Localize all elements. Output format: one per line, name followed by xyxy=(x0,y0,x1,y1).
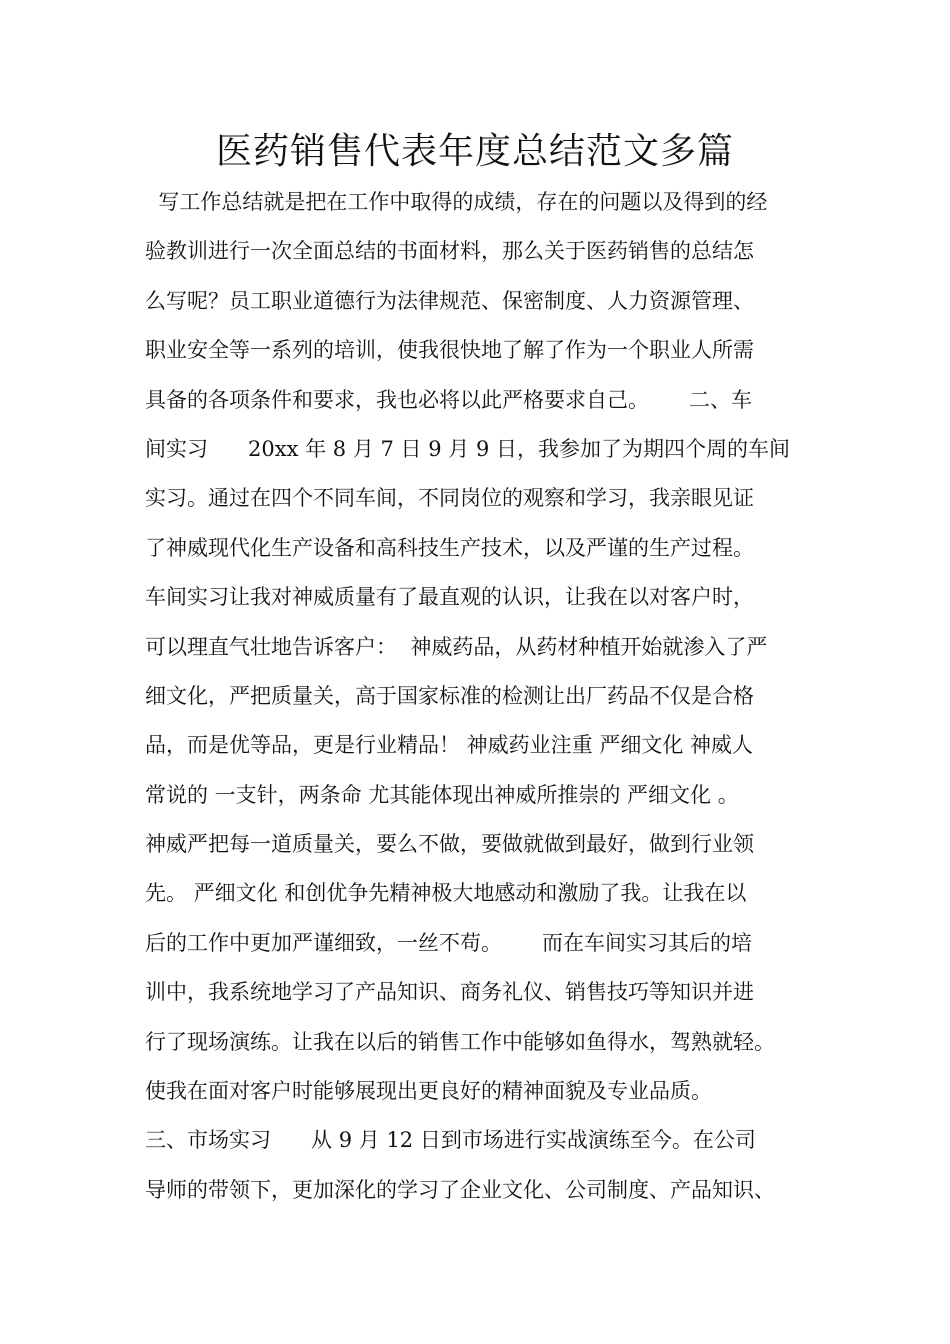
body-line: 常说的 一支针，两条命 尤其能体现出神威所推崇的 严细文化 。 xyxy=(145,782,739,807)
body-line: 验教训进行一次全面总结的书面材料，那么关于医药销售的总结怎 xyxy=(145,239,754,264)
body-line: 可以理直气壮地告诉客户： 神威药品，从药材种植开始就渗入了严 xyxy=(145,634,768,659)
body-line: 行了现场演练。让我在以后的销售工作中能够如鱼得水，驾熟就轻。 xyxy=(145,1029,775,1054)
body-line: 实习。通过在四个不同车间，不同岗位的观察和学习，我亲眼见证 xyxy=(145,486,754,511)
body-line: 神威严把每一道质量关，要么不做，要做就做到最好，做到行业领 xyxy=(145,832,754,857)
body-line: 么写呢？员工职业道德行为法律规范、保密制度、人力资源管理、 xyxy=(145,288,754,313)
body-line: 车间实习让我对神威质量有了最直观的认识，让我在以对客户时， xyxy=(145,585,754,610)
body-line: 细文化，严把质量关，高于国家标准的检测让出厂药品不仅是合格 xyxy=(145,683,754,708)
body-line: 具备的各项条件和要求，我也必将以此严格要求自己。 二、车 xyxy=(145,387,753,412)
document-body xyxy=(145,178,835,1215)
body-line: 职业安全等一系列的培训，使我很快地了解了作为一个职业人所需 xyxy=(145,338,754,363)
body-line: 三、市场实习 从 9 月 12 日到市场进行实战演练至今。在公司 xyxy=(145,1128,756,1153)
body-line: 写工作总结就是把在工作中取得的成绩，存在的问题以及得到的经 xyxy=(145,190,768,214)
body-line: 使我在面对客户时能够展现出更良好的精神面貌及专业品质。 xyxy=(145,1079,712,1104)
body-line: 训中，我系统地学习了产品知识、商务礼仪、销售技巧等知识并进 xyxy=(145,980,754,1005)
body-line: 品，而是优等品，更是行业精品！ 神威药业注重 严细文化 神威人 xyxy=(145,733,754,758)
body-line: 间实习 20xx 年 8 月 7 日 9 月 9 日，我参加了为期四个周的车间 xyxy=(145,436,790,461)
body-line: 先。 严细文化 和创优争先精神极大地感动和激励了我。让我在以 xyxy=(145,881,747,906)
body-line: 导师的带领下，更加深化的学习了企业文化、公司制度、产品知识、 xyxy=(145,1177,775,1202)
body-line: 后的工作中更加严谨细致，一丝不苟。 而在车间实习其后的培 xyxy=(145,930,753,955)
document-title: 医药销售代表年度总结范文多篇 xyxy=(215,131,734,172)
body-line: 了神威现代化生产设备和高科技生产技术，以及严谨的生产过程。 xyxy=(145,535,754,560)
